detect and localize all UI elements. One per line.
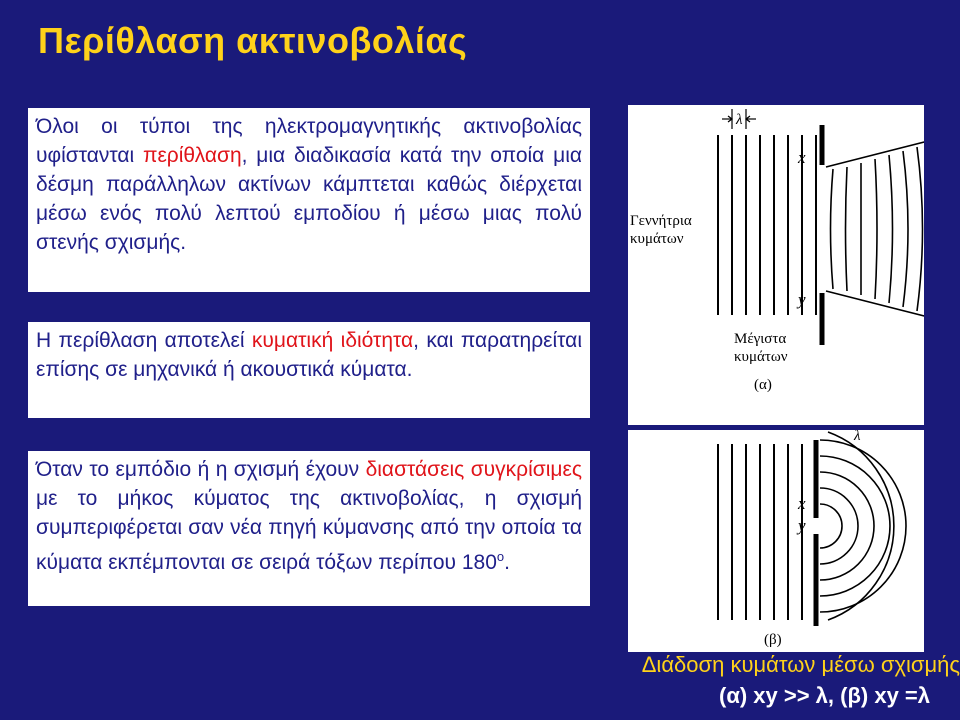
diagram-narrow-slit bbox=[628, 430, 924, 652]
figure-caption: Διάδοση κυμάτων μέσω σχισμής bbox=[641, 652, 960, 677]
text-box-wave-property bbox=[28, 322, 590, 418]
highlight-term: κυματική ιδιότητα bbox=[251, 329, 414, 352]
lambda-label: λ bbox=[736, 112, 743, 128]
text-box-diffraction-definition bbox=[28, 108, 590, 292]
paragraph: Όλοι οι τύποι της ηλεκτρομαγνητικής ακτινοβολίας υφίστανται περίθλαση, μια διαδικασία κατά την οποία μια δέσμη παράλληλων ακτίνων κάμπτεται καθώς διέρχεται μέσω ενός πολύ λεπτού εμποδίου ή μέσω μιας πολύ στενής σχισμής. bbox=[36, 115, 582, 254]
generator-label-line1: Γεννήτρια bbox=[630, 213, 692, 229]
diagram-b-caption: (β) bbox=[764, 632, 782, 648]
crest-label-line1: Μέγιστα bbox=[734, 331, 787, 347]
diagram-a-svg bbox=[628, 105, 924, 425]
lambda-label: λ bbox=[854, 430, 861, 444]
y-label: y bbox=[798, 516, 806, 535]
figure-condition-caption: (α) xy >> λ, (β) xy =λ bbox=[719, 683, 930, 708]
y-label: y bbox=[798, 290, 806, 309]
highlight-term: διαστάσεις συγκρίσιμες bbox=[365, 458, 582, 481]
x-label: x bbox=[798, 148, 806, 167]
diagram-a-caption: (α) bbox=[754, 377, 772, 393]
plane-wavefronts bbox=[718, 444, 802, 620]
text-box-slit-source bbox=[28, 451, 590, 606]
crest-label-line2: κυμάτων bbox=[734, 349, 788, 365]
diagram-b-svg bbox=[628, 430, 924, 652]
generator-label-line2: κυμάτων bbox=[630, 231, 684, 247]
diagram-wide-slit bbox=[628, 105, 924, 425]
slide-title: Περίθλαση ακτινοβολίας bbox=[38, 20, 468, 61]
paragraph: Η περίθλαση αποτελεί κυματική ιδιότητα, και παρατηρείται επίσης σε μηχανικά ή ακουστικά κύματα. bbox=[36, 329, 582, 381]
x-label: x bbox=[798, 494, 806, 513]
diffracted-wavefronts bbox=[826, 141, 924, 317]
paragraph: Όταν το εμπόδιο ή η σχισμή έχουν διαστάσεις συγκρίσιμες με το μήκος κύματος της ακτινοβολίας, η σχισμή συμπεριφέρεται σαν νέα πηγή κύμανσης από την οποία τα κύματα εκπέμπονται σε σειρά τόξων περίπου $180^o$. bbox=[36, 458, 582, 574]
highlight-term: περίθλαση bbox=[142, 144, 242, 167]
circular-wavefronts bbox=[820, 432, 906, 620]
